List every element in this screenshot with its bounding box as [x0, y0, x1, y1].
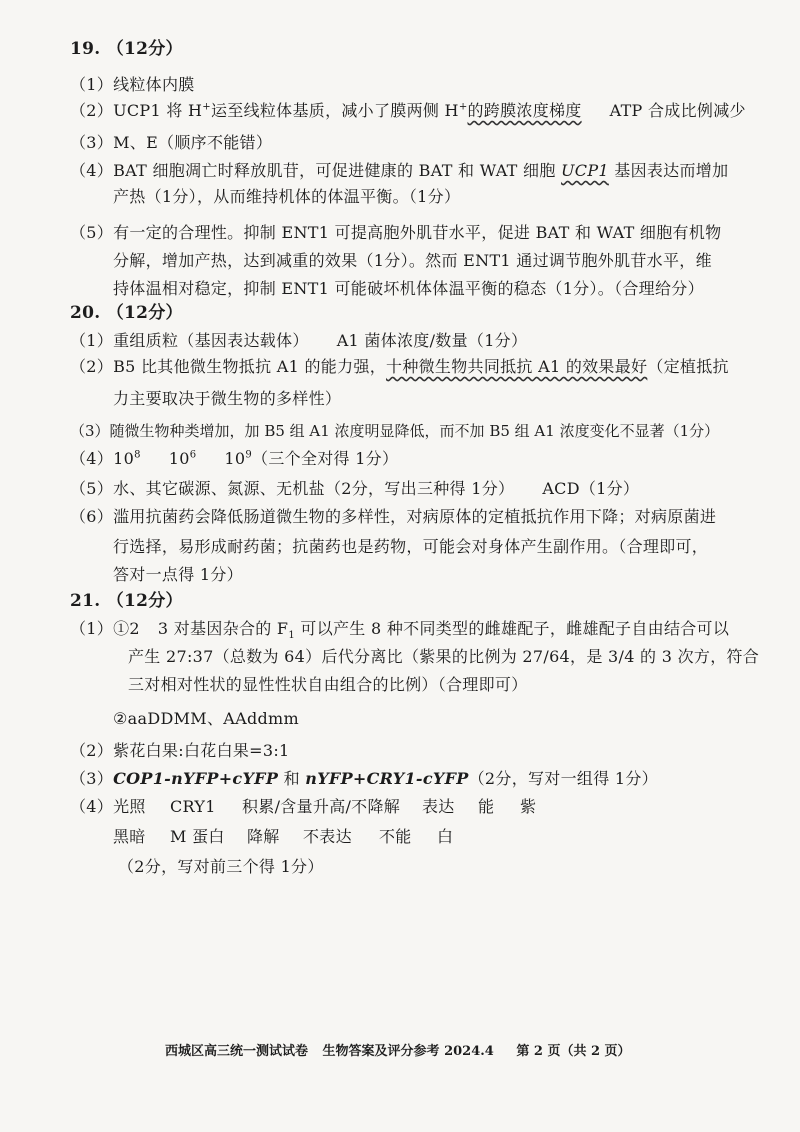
q20-heading: 20. （12分）	[70, 303, 183, 323]
q20-a2-post: （定植抵抗	[647, 357, 729, 376]
q20-answer-2-line2: 力主要取决于微生物的多样性）	[113, 389, 342, 408]
q20-answer-3: （3）随微生物种类增加，加 B5 组 A1 浓度明显降低，而不加 B5 组 A1 浓度变化不显著（1分）	[70, 422, 720, 440]
q20-a5-b: ACD（1分）	[542, 479, 640, 498]
q21-answer-1-line2: 产生 27:37（总数为 64）后代分离比（紫果的比例为 27/64，是 3/4 的 3 次方，符合	[128, 647, 760, 666]
q19-a2-tail: ATP 合成比例减少	[609, 101, 746, 120]
q21-a4-r2-c5: 白	[437, 827, 454, 846]
q19-heading: 19. （12分）	[70, 39, 183, 59]
q21-answer-4-note: （2分，写对前三个得 1分）	[118, 857, 324, 876]
q21-a4-r1-c1: CRY1	[170, 797, 216, 816]
q19-answer-4-line1	[70, 160, 728, 182]
q20-a4-note: （三个全对得 1分）	[252, 449, 399, 468]
q20-a5-a: （5）水、其它碳源、氮源、无机盐（2分，写出三种得 1分）	[70, 479, 515, 498]
q21-a3-and: 和	[278, 769, 306, 788]
q20-a2-pre: （2）B5 比其他微生物抵抗 A1 的能力强，	[70, 357, 387, 376]
q20-a4-e1: 8	[134, 449, 141, 461]
q20-answer-6-line3: 答对一点得 1分）	[113, 565, 243, 584]
q21-answer-2: （2）紫花白果:白花白果=3:1	[70, 741, 290, 760]
q20-a1-a: （1）重组质粒（基因表达载体）	[70, 331, 309, 350]
q20-a4-v1: 10	[113, 449, 135, 468]
q21-a3-construct1: COP1-nYFP+cYFP	[113, 769, 279, 788]
q21-answer-4-row1	[70, 796, 536, 818]
q21-answer-1-line1	[70, 618, 729, 640]
q21-a4-r1-c0: （4）光照	[70, 797, 146, 816]
q20-answer-2-line1	[70, 356, 729, 378]
q20-a4-v2: 10	[168, 449, 190, 468]
footer-page-number: 第 2 页（共 2 页）	[516, 1044, 631, 1059]
q19-answer-1: （1）线粒体内膜	[70, 75, 195, 94]
q20-a4-label: （4）	[70, 449, 114, 468]
q21-answer-1-line3: 三对相对性状的显性性状自由组合的比例）（合理即可）	[128, 675, 528, 694]
q19-a4-post: 基因表达而增加	[608, 161, 729, 180]
q20-a4-v3: 10	[224, 449, 246, 468]
q19-answer-4-line2: 产热（1分），从而维持机体的体温平衡。（1分）	[113, 187, 461, 206]
q20-answer-6-line1: （6）滥用抗菌药会降低肠道微生物的多样性，对病原体的定植抵抗作用下降；对病原菌进	[70, 507, 717, 526]
q21-answer-1-line4: ②aaDDMM、AAddmm	[113, 709, 299, 728]
q19-a2-sup2: +	[458, 101, 468, 113]
q21-answer-4-row2	[113, 826, 453, 848]
q21-a4-r2-c4: 不能	[379, 827, 412, 846]
footer-subject: 生物答案及评分参考 2024.4	[322, 1044, 494, 1059]
q20-answer-6-line2: 行选择，易形成耐药菌；抗菌药也是药物，可能会对身体产生副作用。（合理即可，	[113, 537, 709, 556]
q21-a3-note: （2分，写对一组得 1分）	[468, 769, 658, 788]
q21-heading: 21. （12分）	[70, 591, 183, 611]
q19-answer-5-line3: 持体温相对稳定，抑制 ENT1 可能破坏机体体温平衡的稳态（1分）。（合理给分）	[113, 279, 704, 298]
q21-a4-r2-c3: 不表达	[303, 827, 352, 846]
q19-answer-2	[70, 100, 746, 122]
q21-a4-r1-c5: 紫	[520, 797, 537, 816]
q21-a1-mid: 3 对基因杂合的 F	[157, 619, 289, 638]
q20-a2-wavy: 十种微生物共同抵抗 A1 的效果最好	[386, 357, 648, 376]
q20-a1-b: A1 菌体浓度/数量（1分）	[336, 331, 528, 350]
q20-answer-1	[70, 330, 527, 352]
q21-a4-r1-c2: 积累/含量升高/不降解	[242, 797, 401, 816]
q19-answer-3: （3）M、E（顺序不能错）	[70, 133, 273, 152]
q21-a3-label: （3）	[70, 769, 114, 788]
q21-a4-r2-c0: 黑暗	[113, 827, 146, 846]
q19-answer-5-line1: （5）有一定的合理性。抑制 ENT1 可提高胞外肌苷水平，促进 BAT 和 WAT 细胞有机物	[70, 223, 722, 242]
q19-a2-sup1: +	[202, 101, 211, 113]
q21-a4-r1-c4: 能	[478, 797, 495, 816]
q21-answer-3	[70, 768, 658, 790]
q20-answer-5	[70, 478, 639, 500]
q20-a4-e2: 6	[189, 449, 197, 461]
q19-a2-wavy: 的跨膜浓度梯度	[467, 101, 582, 120]
q21-a1-post: 可以产生 8 种不同类型的雌雄配子，雌雄配子自由结合可以	[295, 619, 730, 638]
q19-answer-5-line2: 分解，增加产热，达到减重的效果（1分）。然而 ENT1 通过调节胞外肌苷水平，维	[113, 251, 712, 270]
q21-a1-pre: （1）①2	[70, 619, 140, 638]
q20-a4-e3: 9	[245, 449, 253, 461]
q19-a4-pre: （4）BAT 细胞凋亡时释放肌苷，可促进健康的 BAT 和 WAT 细胞	[70, 161, 562, 180]
q21-a4-r2-c1: M 蛋白	[170, 827, 225, 846]
q19-a4-gene: UCP1	[561, 161, 609, 180]
q21-a4-r1-c3: 表达	[422, 797, 455, 816]
q19-a2-mid: 运至线粒体基质，减小了膜两侧 H	[210, 101, 459, 120]
q21-a4-r2-c2: 降解	[247, 827, 280, 846]
q19-a2-pre: （2）UCP1 将 H	[70, 101, 203, 120]
q21-a3-construct2: nYFP+CRY1-cYFP	[305, 769, 469, 788]
footer-exam-title: 西城区高三统一测试试卷	[165, 1044, 309, 1059]
q21-a1-sub: 1	[288, 630, 296, 642]
q20-answer-4	[70, 448, 398, 470]
page-footer	[165, 1040, 631, 1059]
